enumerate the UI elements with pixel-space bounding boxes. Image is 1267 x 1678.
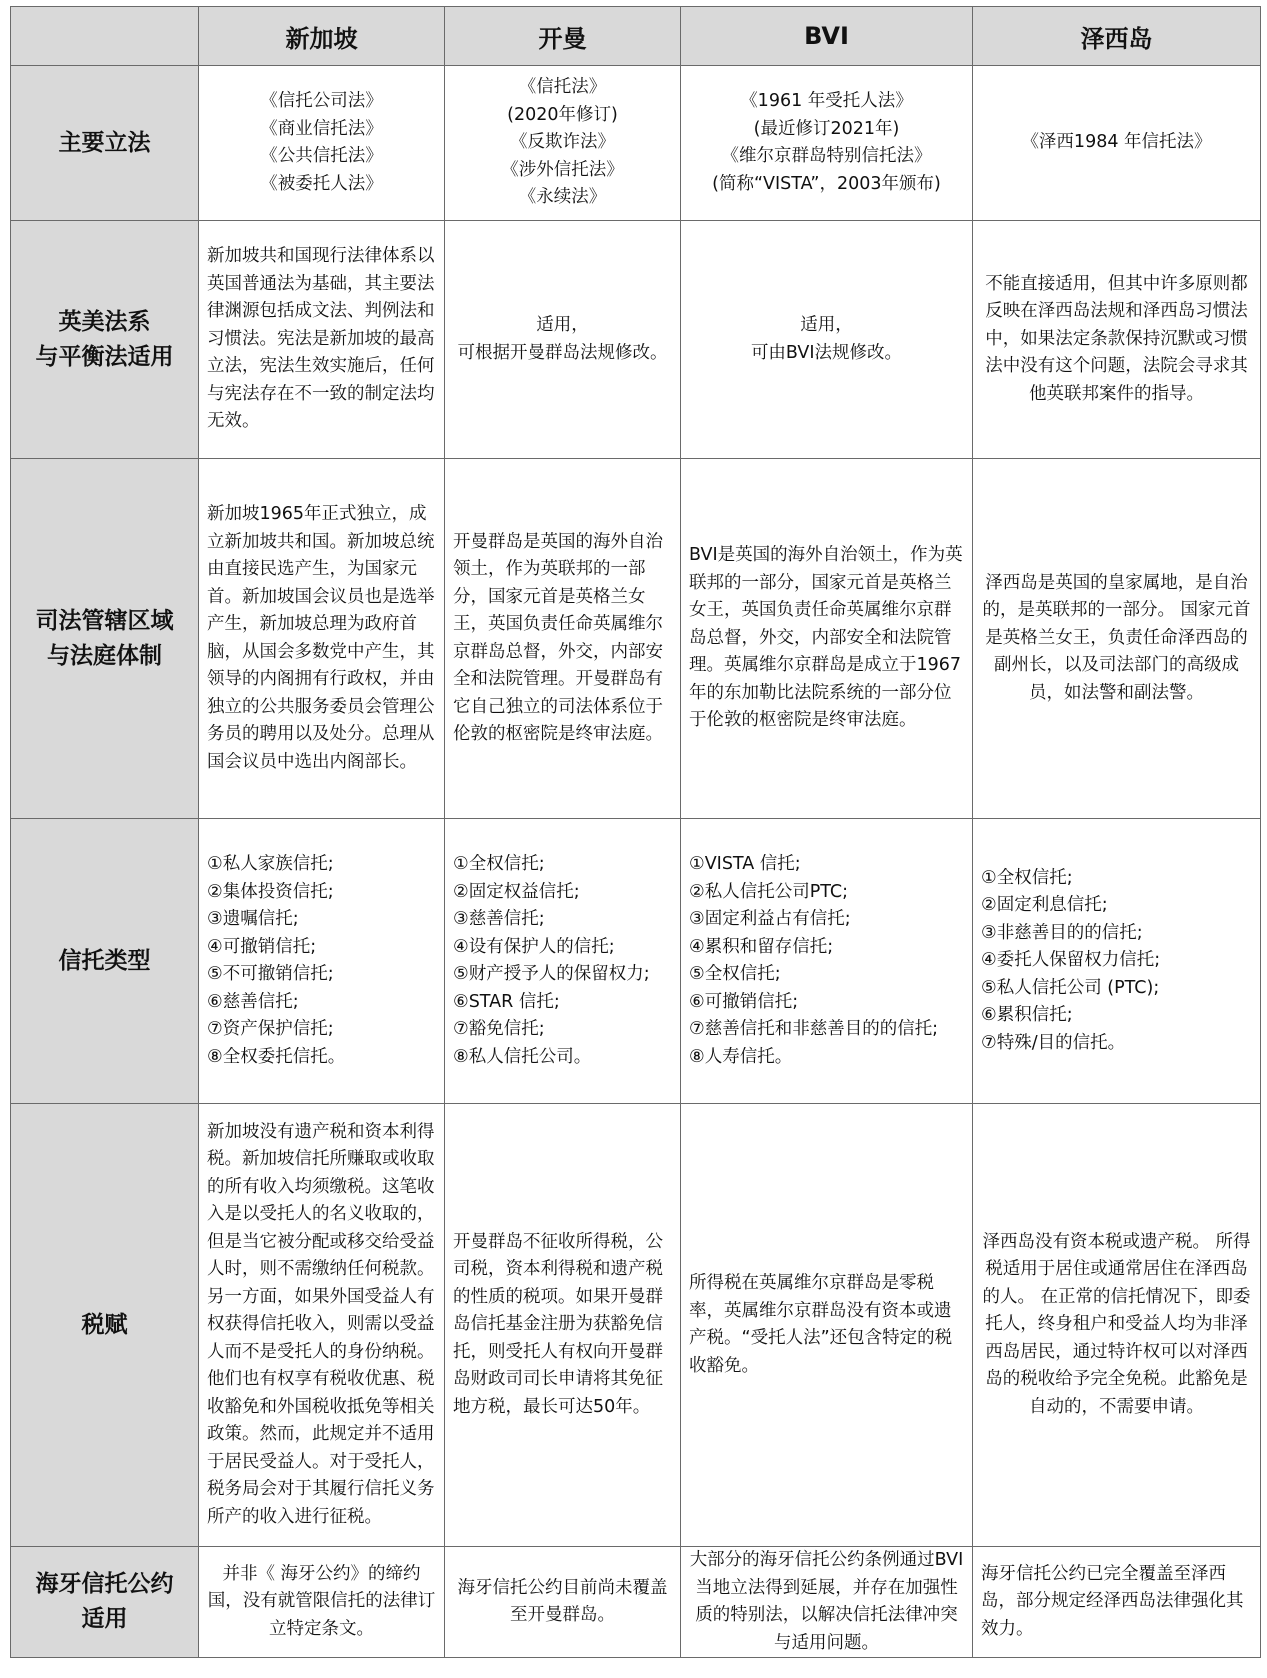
cell-common-law-singapore: 新加坡共和国现行法律体系以英国普通法为基础，其主要法律渊源包括成文法、判例法和习惯法。宪法是新加坡的最高立法，宪法生效实施后，任何与宪法存在不一致的制定法均无效。 (199, 221, 445, 459)
row-label-hague: 海牙信托公约 适用 (11, 1547, 199, 1658)
row-label-tax: 税赋 (11, 1104, 199, 1547)
col-header-jersey: 泽西岛 (973, 7, 1261, 66)
cell-common-law-jersey: 不能直接适用，但其中许多原则都反映在泽西岛法规和泽西岛习惯法中，如果法定条款保持沉默或习惯法中没有这个问题，法院会寻求其他英联邦案件的指导。 (973, 221, 1261, 459)
row-common-law (11, 221, 1261, 459)
row-jurisdiction (11, 459, 1261, 819)
cell-trust-types-singapore: ①私人家族信托; ②集体投资信托; ③遗嘱信托; ④可撤销信托; ⑤不可撤销信托; ⑥慈善信托; ⑦资产保护信托; ⑧全权委托信托。 (199, 819, 445, 1104)
cell-hague-bvi: 大部分的海牙信托公约条例通过BVI当地立法得到延展，并存在加强性质的特别法，以解决信托法律冲突与适用问题。 (681, 1547, 973, 1658)
cell-legislation-cayman: 《信托法》 (2020年修订) 《反欺诈法》 《涉外信托法》 《永续法》 (445, 66, 681, 221)
col-header-singapore: 新加坡 (199, 7, 445, 66)
cell-jurisdiction-jersey: 泽西岛是英国的皇家属地，是自治的，是英联邦的一部分。 国家元首是英格兰女王，负责任命泽西岛的副州长，以及司法部门的高级成员，如法警和副法警。 (973, 459, 1261, 819)
col-header-cayman: 开曼 (445, 7, 681, 66)
row-tax (11, 1104, 1261, 1547)
cell-trust-types-cayman: ①全权信托; ②固定权益信托; ③慈善信托; ④设有保护人的信托; ⑤财产授予人的保留权力; ⑥STAR 信托; ⑦豁免信托; ⑧私人信托公司。 (445, 819, 681, 1104)
col-header-bvi: BVI (681, 7, 973, 66)
cell-tax-cayman: 开曼群岛不征收所得税，公司税，资本利得税和遗产税的性质的税项。如果开曼群岛信托基金注册为获豁免信托，则受托人有权向开曼群岛财政司司长申请将其免征地方税，最长可达50年。 (445, 1104, 681, 1547)
cell-legislation-bvi: 《1961 年受托人法》 (最近修订2021年) 《维尔京群岛特别信托法》 (简称“VISTA”，2003年颁布) (681, 66, 973, 221)
cell-common-law-bvi: 适用， 可由BVI法规修改。 (681, 221, 973, 459)
row-hague (11, 1547, 1261, 1658)
comparison-table (10, 6, 1261, 1658)
row-label-legislation: 主要立法 (11, 66, 199, 221)
row-label-common-law: 英美法系 与平衡法适用 (11, 221, 199, 459)
corner-header (11, 7, 199, 66)
cell-tax-bvi: 所得税在英属维尔京群岛是零税率，英属维尔京群岛没有资本或遗产税。“受托人法”还包含特定的税收豁免。 (681, 1104, 973, 1547)
row-trust-types (11, 819, 1261, 1104)
cell-tax-jersey: 泽西岛没有资本税或遗产税。 所得税适用于居住或通常居住在泽西岛的人。 在正常的信托情况下，即委托人，终身租户和受益人均为非泽西岛居民，通过特许权可以对泽西岛的税收给予完全免税。此豁免是自动的，不需要申请。 (973, 1104, 1261, 1547)
cell-trust-types-bvi: ①VISTA 信托; ②私人信托公司PTC; ③固定利益占有信托; ④累积和留存信托; ⑤全权信托; ⑥可撤销信托; ⑦慈善信托和非慈善目的的信托; ⑧人寿信托。 (681, 819, 973, 1104)
cell-jurisdiction-bvi: BVI是英国的海外自治领土，作为英联邦的一部分，国家元首是英格兰女王，英国负责任命英属维尔京群岛总督，外交，内部安全和法院管理。英属维尔京群岛是成立于1967年的东加勒比法院系统的一部分位于伦敦的枢密院是终审法庭。 (681, 459, 973, 819)
row-label-jurisdiction: 司法管辖区域 与法庭体制 (11, 459, 199, 819)
cell-hague-jersey: 海牙信托公约已完全覆盖至泽西岛，部分规定经泽西岛法律强化其效力。 (973, 1547, 1261, 1658)
cell-tax-singapore: 新加坡没有遗产税和资本利得税。新加坡信托所赚取或收取的所有收入均须缴税。这笔收入是以受托人的名义收取的，但是当它被分配或移交给受益人时，则不需缴纳任何税款。另一方面，如果外国受益人有权获得信托收入，则需以受益人而不是受托人的身份纳税。他们也有权享有税收优惠、税收豁免和外国税收抵免等相关政策。然而，此规定并不适用于居民受益人。对于受托人，税务局会对于其履行信托义务所产的收入进行征税。 (199, 1104, 445, 1547)
cell-legislation-singapore: 《信托公司法》 《商业信托法》 《公共信托法》 《被委托人法》 (199, 66, 445, 221)
header-row (11, 7, 1261, 66)
cell-legislation-jersey: 《泽西1984 年信托法》 (973, 66, 1261, 221)
cell-hague-cayman: 海牙信托公约目前尚未覆盖至开曼群岛。 (445, 1547, 681, 1658)
row-legislation (11, 66, 1261, 221)
cell-jurisdiction-cayman: 开曼群岛是英国的海外自治领土，作为英联邦的一部分，国家元首是英格兰女王，英国负责任命英属维尔京群岛总督，外交，内部安全和法院管理。开曼群岛有它自己独立的司法体系位于伦敦的枢密院是终审法庭。 (445, 459, 681, 819)
cell-hague-singapore: 并非《 海牙公约》的缔约国，没有就管限信托的法律订立特定条文。 (199, 1547, 445, 1658)
cell-trust-types-jersey: ①全权信托; ②固定利息信托; ③非慈善目的的信托; ④委托人保留权力信托; ⑤私人信托公司 (PTC); ⑥累积信托; ⑦特殊/目的信托。 (973, 819, 1261, 1104)
cell-jurisdiction-singapore: 新加坡1965年正式独立，成立新加坡共和国。新加坡总统由直接民选产生，为国家元首。新加坡国会议员也是选举产生，新加坡总理为政府首脑，从国会多数党中产生，其领导的内阁拥有行政权，并由独立的公共服务委员会管理公务员的聘用以及处分。总理从国会议员中选出内阁部长。 (199, 459, 445, 819)
cell-common-law-cayman: 适用， 可根据开曼群岛法规修改。 (445, 221, 681, 459)
row-label-trust-types: 信托类型 (11, 819, 199, 1104)
